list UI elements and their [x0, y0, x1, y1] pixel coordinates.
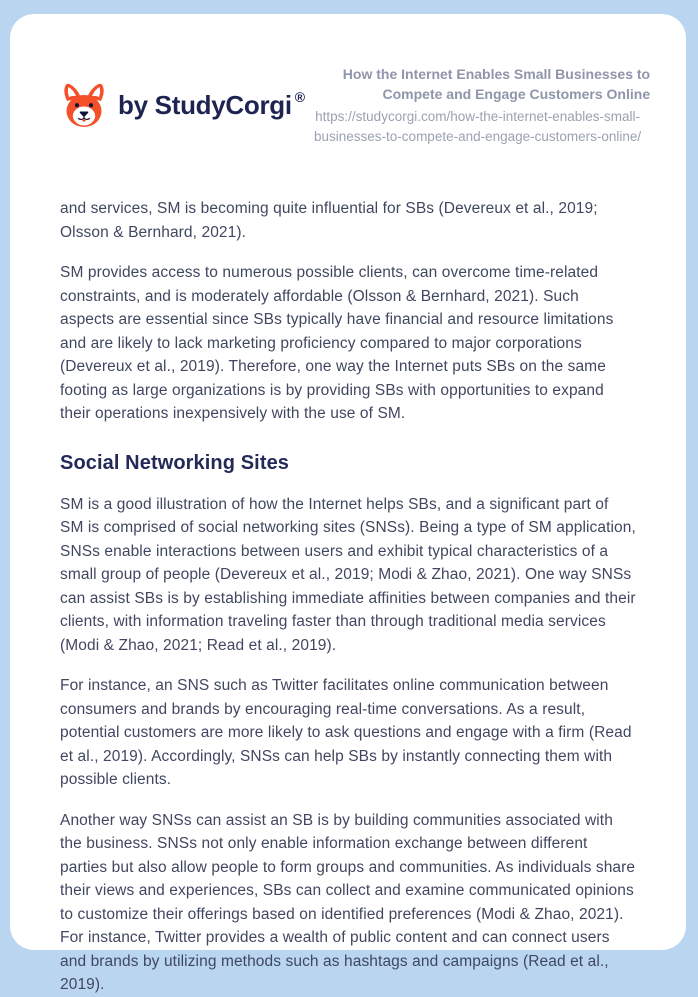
section-heading: Social Networking Sites: [60, 451, 290, 474]
registered-trademark: ®: [294, 88, 306, 105]
document-card: [10, 14, 686, 993]
document-title: How the Internet Enables Small Businesses to Compete and Engage Customers Online: [342, 66, 651, 102]
brand-name: by StudyCorgi: [118, 90, 292, 120]
paragraph: For instance, an SNS such as Twitter facilitates online communication between consumers and brands by encouraging real-time conversations. As a result, potential customers are more likely to ask questions and engage with a firm (Read et al., 2019). Accordingly, SNSs can help SBs by instantly connecting them with possible clients.: [60, 677, 632, 788]
document-header: [60, 64, 651, 147]
document-content: [60, 197, 636, 997]
corgi-logo-icon: [60, 79, 108, 133]
paragraph: and services, SM is becoming quite influential for SBs (Devereux et al., 2019; Olsson & Bernhard, 2021).: [60, 200, 598, 241]
studycorgi-brand: [60, 79, 305, 133]
paragraph: SM provides access to numerous possible clients, can overcome time-related constraints, and is moderately affordable (Olsson & Bernhard, 2021). Such aspects are essential since SBs typically have financial and resource limitations and are likely to lack marketing proficiency compared to major corporations (Devereux et al., 2019). Therefore, one way the Internet puts SBs on the same footing as large organizations is by providing SBs with opportunities to expand their operations inexpensively with the use of SM.: [60, 264, 614, 422]
paragraph: Another way SNSs can assist an SB is by building communities associated with the business. SNSs not only enable information exchange between different parties but also allow people to form groups and communities. As individuals share their views and experiences, SBs can collect and examine communicated opinions to customize their offerings based on identified preferences (Modi & Zhao, 2021). For instance, Twitter provides a wealth of public content and can connect users and brands by utilizing methods such as hashtags and campaigns (Read et al., 2019).: [60, 811, 636, 993]
document-meta: [305, 64, 650, 147]
paragraph: SM is a good illustration of how the Internet helps SBs, and a significant part of SM is comprised of social networking sites (SNSs). Being a type of SM application, SNSs enable interactions between users and exhibit typical characteristics of a small group of people (Devereux et al., 2019; Modi & Zhao, 2021). One way SNSs can assist SBs is by establishing immediate affinities between companies and their clients, with information traveling faster than through traditional media services (Modi & Zhao, 2021; Read et al., 2019).: [60, 495, 636, 654]
document-source-url[interactable]: https://studycorgi.com/how-the-internet-enables-small-businesses-to-compete-and-engage-customers-online/: [314, 109, 642, 144]
